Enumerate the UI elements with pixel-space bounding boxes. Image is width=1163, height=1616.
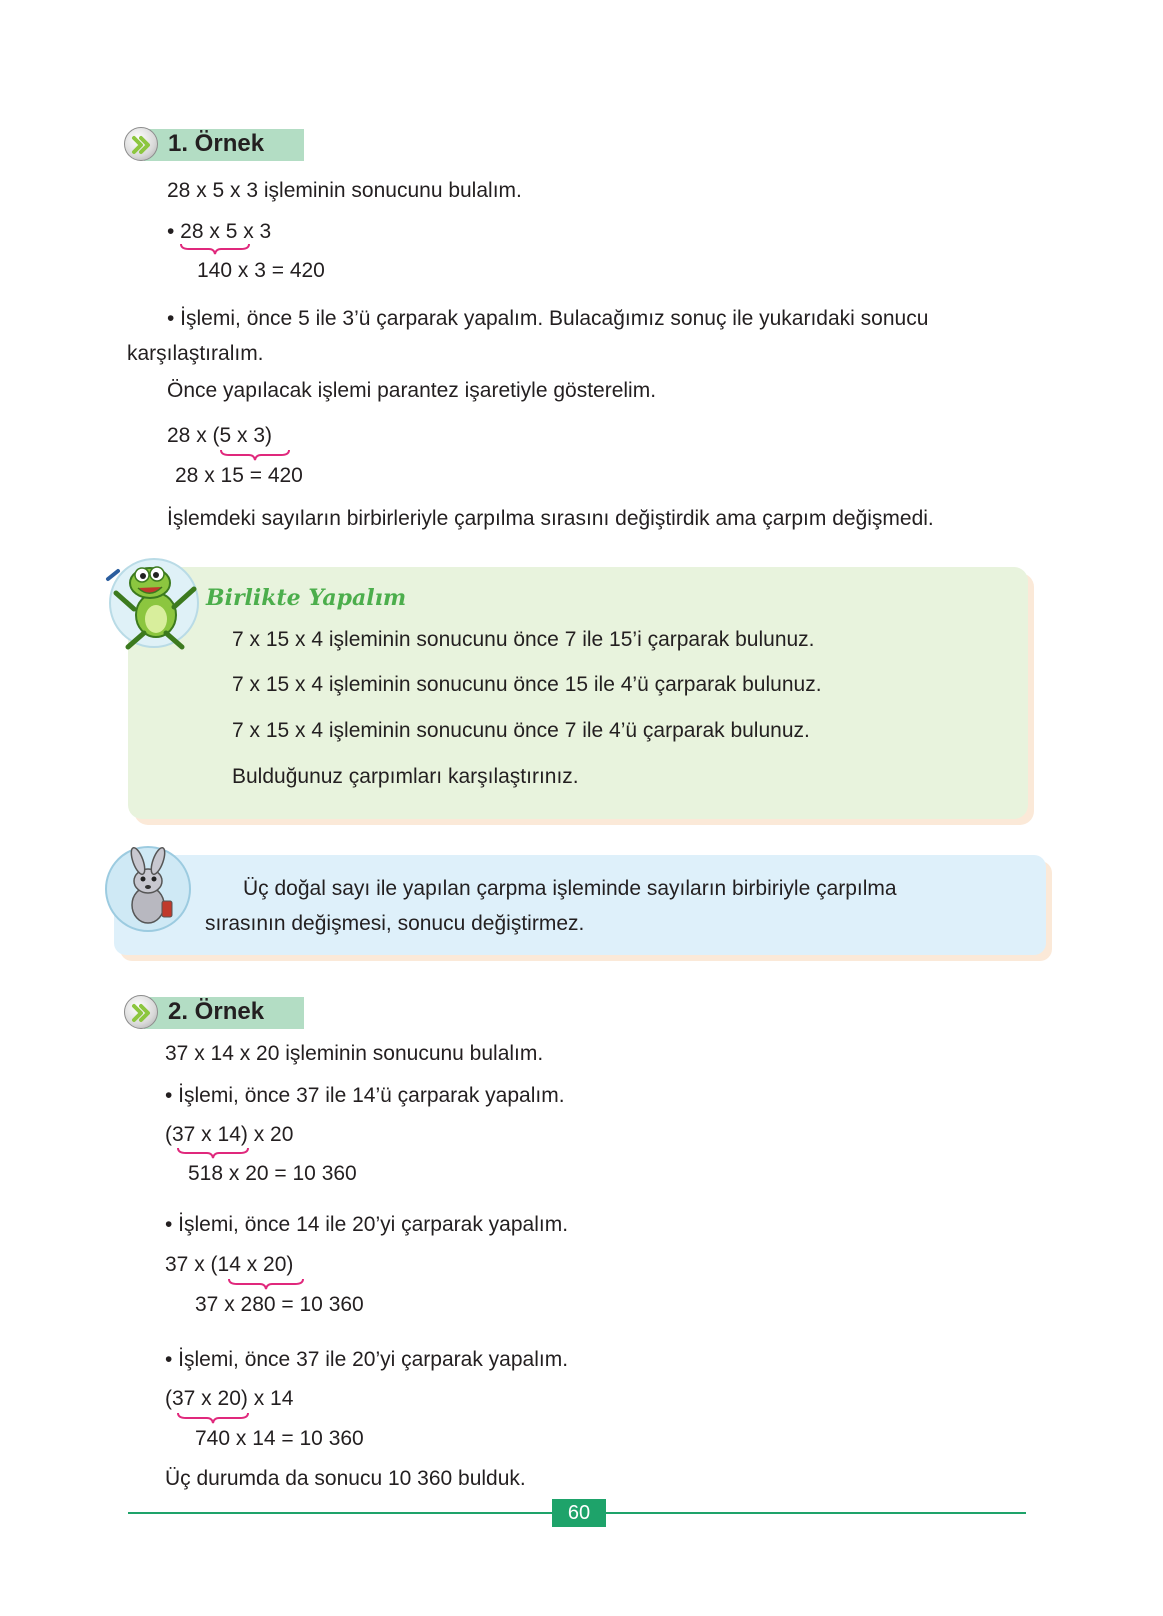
brace-icon	[227, 1277, 305, 1291]
activity-item-1: 7 x 15 x 4 işleminin sonucunu önce 7 ile 15’i çarparak bulunuz.	[232, 628, 815, 651]
activity-item-3: 7 x 15 x 4 işleminin sonucunu önce 7 ile 4’ü çarparak bulunuz.	[232, 719, 810, 742]
rule-text-line-1: Üç doğal sayı ile yapılan çarpma işleminde sayıların birbiriyle çarpılma	[243, 877, 897, 900]
example-2-result-2: 37 x 280 = 10 360	[195, 1293, 364, 1316]
brace-icon	[176, 1146, 250, 1160]
activity-title: Birlikte Yapalım	[206, 585, 407, 611]
example-1-expression-2: 28 x (5 x 3)	[167, 424, 273, 447]
brace-icon	[179, 242, 251, 256]
brace-icon	[176, 1411, 250, 1425]
footer-rule-right	[606, 1512, 1026, 1514]
activity-item-2: 7 x 15 x 4 işleminin sonucunu önce 15 ile 4’ü çarparak bulunuz.	[232, 673, 822, 696]
example-2-intro: 37 x 14 x 20 işleminin sonucunu bulalım.	[165, 1042, 544, 1065]
example-2-result-3: 740 x 14 = 10 360	[195, 1427, 364, 1450]
example-1-paren-note: Önce yapılacak işlemi parantez işaretiyle gösterelim.	[167, 379, 657, 402]
activity-item-4: Bulduğunuz çarpımları karşılaştırınız.	[232, 765, 579, 788]
page-number: 60	[552, 1499, 606, 1527]
example-1-conclusion: İşlemdeki sayıların birbirleriyle çarpılma sırasını değiştirdik ama çarpım değişmedi.	[167, 507, 934, 530]
example-1-result-2: 28 x 15 = 420	[175, 464, 303, 487]
rabbit-mascot-icon	[104, 845, 192, 938]
rule-text-line-2: sırasının değişmesi, sonucu değiştirmez.	[205, 912, 585, 935]
footer-rule-left	[128, 1512, 552, 1514]
example-2-expression-1: (37 x 14) x 20	[165, 1123, 294, 1146]
example-2-conclusion: Üç durumda da sonucu 10 360 bulduk.	[165, 1467, 526, 1490]
example-2-result-1: 518 x 20 = 10 360	[188, 1162, 357, 1185]
example-1-bullet-cont: karşılaştıralım.	[127, 342, 264, 365]
example-2-bullet-1: • İşlemi, önce 37 ile 14’ü çarparak yapalım.	[165, 1084, 565, 1107]
example-2-expression-3: (37 x 20) x 14	[165, 1387, 294, 1410]
frog-mascot-icon	[104, 553, 204, 658]
example-2-expression-2: 37 x (14 x 20)	[165, 1253, 294, 1276]
example-2-bullet-3: • İşlemi, önce 37 ile 20’yi çarparak yapalım.	[165, 1348, 569, 1371]
example-1-header	[124, 127, 310, 161]
example-2-bullet-2: • İşlemi, önce 14 ile 20’yi çarparak yapalım.	[165, 1213, 569, 1236]
example-2-header	[124, 995, 310, 1029]
example-1-result: 140 x 3 = 420	[197, 259, 325, 282]
double-chevron-icon	[124, 995, 158, 1029]
example-1-expression: • 28 x 5 x 3	[167, 220, 272, 243]
double-chevron-icon	[124, 127, 158, 161]
example-1-intro: 28 x 5 x 3 işleminin sonucunu bulalım.	[167, 179, 522, 202]
rule-box	[114, 855, 1046, 955]
example-1-bullet: • İşlemi, önce 5 ile 3’ü çarparak yapalım. Bulacağımız sonuç ile yukarıdaki sonucu	[167, 307, 929, 330]
brace-icon	[219, 448, 291, 462]
example-2-title: 2. Örnek	[168, 998, 265, 1025]
example-1-title: 1. Örnek	[168, 130, 265, 157]
